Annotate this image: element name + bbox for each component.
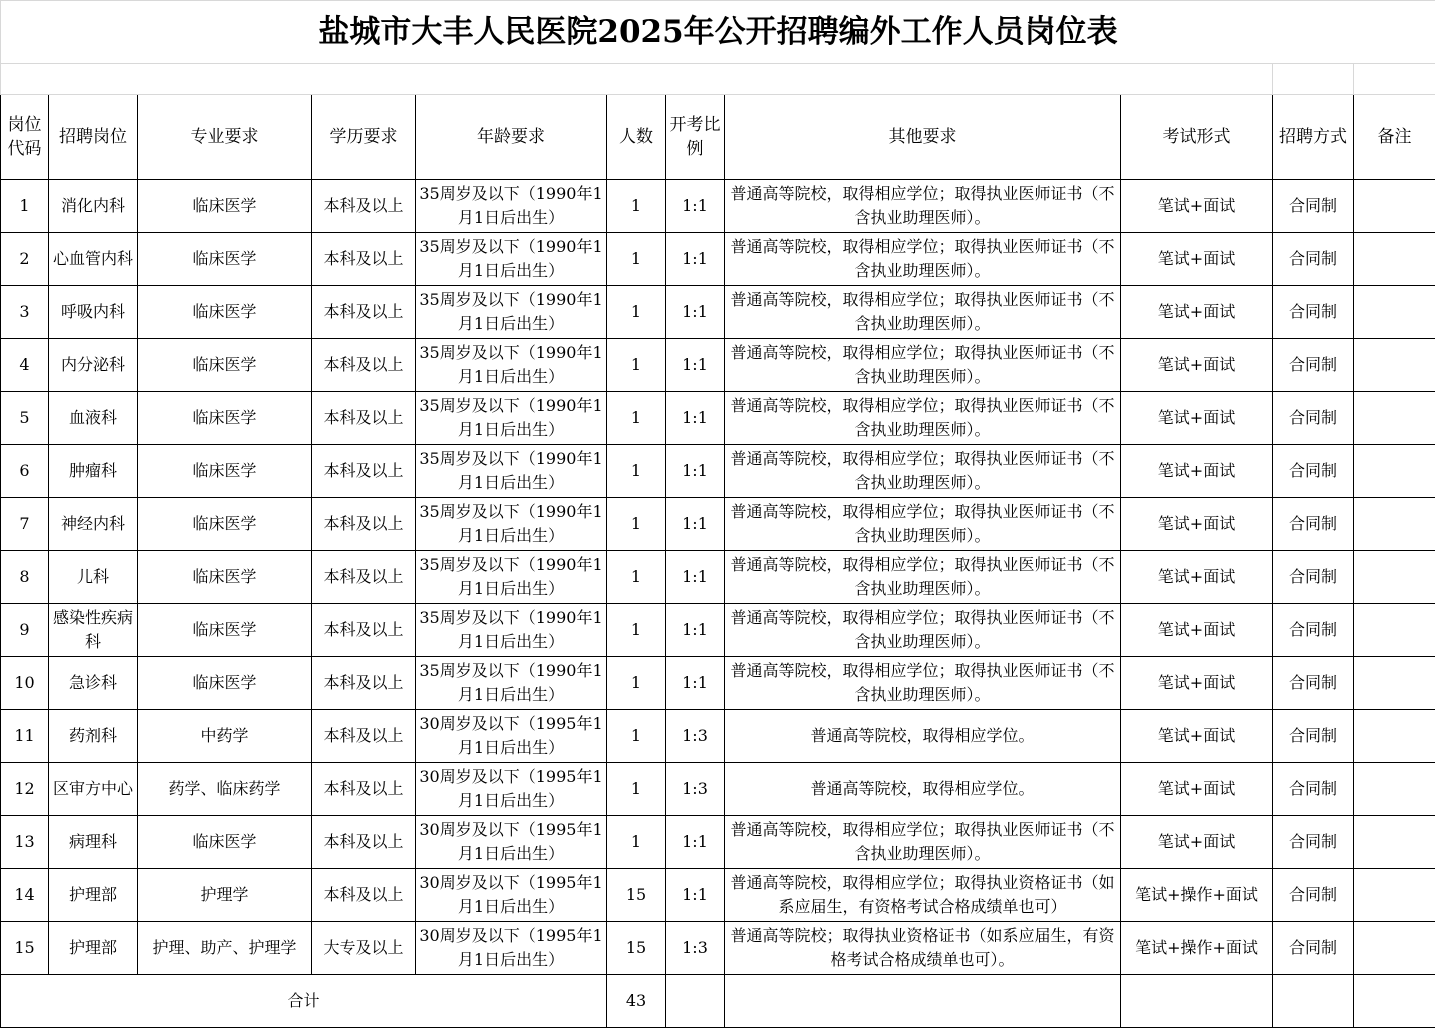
table-row: [1, 286, 1435, 339]
cell-code: 6: [1, 445, 49, 498]
cell-other: 普通高等院校，取得相应学位；取得执业医师证书（不含执业助理医师）。: [725, 233, 1121, 286]
cell-count: 1: [607, 445, 666, 498]
cell-code: 7: [1, 498, 49, 551]
cell-post: 药剂科: [49, 710, 138, 763]
cell-post: 神经内科: [49, 498, 138, 551]
cell-count: 1: [607, 763, 666, 816]
table-row: [1, 657, 1435, 710]
cell-other: 普通高等院校，取得相应学位；取得执业医师证书（不含执业助理医师）。: [725, 392, 1121, 445]
total-empty-cell: [725, 975, 1121, 1028]
cell-major: 临床医学: [138, 445, 312, 498]
cell-exam: 笔试+面试: [1121, 551, 1273, 604]
cell-education: 本科及以上: [312, 392, 416, 445]
cell-education: 本科及以上: [312, 710, 416, 763]
cell-post: 儿科: [49, 551, 138, 604]
cell-ratio: 1:3: [666, 710, 725, 763]
table-row: [1, 869, 1435, 922]
cell-education: 本科及以上: [312, 180, 416, 233]
cell-major: 临床医学: [138, 286, 312, 339]
cell-note: [1354, 233, 1435, 286]
cell-note: [1354, 922, 1435, 975]
cell-note: [1354, 604, 1435, 657]
cell-ratio: 1:1: [666, 657, 725, 710]
cell-exam: 笔试+面试: [1121, 180, 1273, 233]
cell-code: 1: [1, 180, 49, 233]
cell-age: 35周岁及以下（1990年1月1日后出生）: [416, 551, 607, 604]
cell-post: 区审方中心: [49, 763, 138, 816]
cell-post: 呼吸内科: [49, 286, 138, 339]
cell-other: 普通高等院校，取得相应学位；取得执业资格证书（如系应届生，有资格考试合格成绩单也可）: [725, 869, 1121, 922]
total-empty-cell: [1273, 975, 1354, 1028]
cell-major: 临床医学: [138, 233, 312, 286]
cell-age: 35周岁及以下（1990年1月1日后出生）: [416, 233, 607, 286]
cell-method: 合同制: [1273, 286, 1354, 339]
cell-code: 12: [1, 763, 49, 816]
header-other: 其他要求: [725, 95, 1121, 180]
cell-education: 本科及以上: [312, 657, 416, 710]
cell-method: 合同制: [1273, 551, 1354, 604]
cell-code: 8: [1, 551, 49, 604]
cell-code: 9: [1, 604, 49, 657]
cell-method: 合同制: [1273, 180, 1354, 233]
cell-post: 护理部: [49, 869, 138, 922]
cell-age: 30周岁及以下（1995年1月1日后出生）: [416, 763, 607, 816]
cell-exam: 笔试+操作+面试: [1121, 922, 1273, 975]
cell-note: [1354, 763, 1435, 816]
table-row: [1, 816, 1435, 869]
cell-code: 13: [1, 816, 49, 869]
cell-count: 15: [607, 869, 666, 922]
cell-exam: 笔试+面试: [1121, 763, 1273, 816]
cell-age: 35周岁及以下（1990年1月1日后出生）: [416, 286, 607, 339]
cell-note: [1354, 392, 1435, 445]
table-row: [1, 233, 1435, 286]
cell-exam: 笔试+操作+面试: [1121, 869, 1273, 922]
cell-method: 合同制: [1273, 710, 1354, 763]
cell-age: 30周岁及以下（1995年1月1日后出生）: [416, 816, 607, 869]
cell-ratio: 1:1: [666, 286, 725, 339]
cell-major: 临床医学: [138, 339, 312, 392]
cell-code: 11: [1, 710, 49, 763]
cell-exam: 笔试+面试: [1121, 392, 1273, 445]
cell-other: 普通高等院校，取得相应学位。: [725, 763, 1121, 816]
cell-ratio: 1:3: [666, 763, 725, 816]
cell-code: 5: [1, 392, 49, 445]
cell-major: 临床医学: [138, 657, 312, 710]
cell-education: 本科及以上: [312, 763, 416, 816]
cell-note: [1354, 657, 1435, 710]
cell-ratio: 1:1: [666, 339, 725, 392]
cell-method: 合同制: [1273, 339, 1354, 392]
cell-count: 1: [607, 604, 666, 657]
cell-age: 35周岁及以下（1990年1月1日后出生）: [416, 392, 607, 445]
cell-post: 心血管内科: [49, 233, 138, 286]
cell-note: [1354, 498, 1435, 551]
cell-ratio: 1:1: [666, 816, 725, 869]
cell-exam: 笔试+面试: [1121, 498, 1273, 551]
cell-exam: 笔试+面试: [1121, 339, 1273, 392]
cell-other: 普通高等院校，取得相应学位；取得执业医师证书（不含执业助理医师）。: [725, 551, 1121, 604]
cell-education: 本科及以上: [312, 445, 416, 498]
cell-other: 普通高等院校，取得相应学位；取得执业医师证书（不含执业助理医师）。: [725, 657, 1121, 710]
cell-major: 临床医学: [138, 816, 312, 869]
cell-count: 1: [607, 551, 666, 604]
cell-note: [1354, 551, 1435, 604]
cell-major: 护理学: [138, 869, 312, 922]
cell-other: 普通高等院校，取得相应学位。: [725, 710, 1121, 763]
cell-note: [1354, 816, 1435, 869]
table-row: [1, 922, 1435, 975]
header-exam: 考试形式: [1121, 95, 1273, 180]
cell-count: 15: [607, 922, 666, 975]
table-row: [1, 392, 1435, 445]
cell-education: 本科及以上: [312, 498, 416, 551]
cell-exam: 笔试+面试: [1121, 710, 1273, 763]
cell-post: 内分泌科: [49, 339, 138, 392]
header-age: 年龄要求: [416, 95, 607, 180]
cell-major: 临床医学: [138, 551, 312, 604]
cell-other: 普通高等院校，取得相应学位；取得执业医师证书（不含执业助理医师）。: [725, 604, 1121, 657]
cell-method: 合同制: [1273, 392, 1354, 445]
cell-age: 35周岁及以下（1990年1月1日后出生）: [416, 339, 607, 392]
cell-other: 普通高等院校；取得执业资格证书（如系应届生，有资格考试合格成绩单也可）。: [725, 922, 1121, 975]
cell-exam: 笔试+面试: [1121, 445, 1273, 498]
table-row: [1, 180, 1435, 233]
cell-education: 本科及以上: [312, 286, 416, 339]
cell-ratio: 1:1: [666, 392, 725, 445]
cell-ratio: 1:1: [666, 233, 725, 286]
cell-exam: 笔试+面试: [1121, 657, 1273, 710]
cell-count: 1: [607, 657, 666, 710]
header-count: 人数: [607, 95, 666, 180]
total-empty-cell: [1354, 975, 1435, 1028]
cell-count: 1: [607, 286, 666, 339]
cell-post: 血液科: [49, 392, 138, 445]
total-count: 43: [607, 975, 666, 1028]
cell-method: 合同制: [1273, 816, 1354, 869]
cell-major: 临床医学: [138, 392, 312, 445]
cell-count: 1: [607, 233, 666, 286]
header-major: 专业要求: [138, 95, 312, 180]
cell-age: 35周岁及以下（1990年1月1日后出生）: [416, 498, 607, 551]
cell-exam: 笔试+面试: [1121, 816, 1273, 869]
cell-ratio: 1:1: [666, 180, 725, 233]
cell-education: 本科及以上: [312, 604, 416, 657]
header-post: 招聘岗位: [49, 95, 138, 180]
cell-code: 15: [1, 922, 49, 975]
cell-method: 合同制: [1273, 869, 1354, 922]
cell-post: 肿瘤科: [49, 445, 138, 498]
cell-method: 合同制: [1273, 657, 1354, 710]
cell-ratio: 1:1: [666, 869, 725, 922]
cell-education: 本科及以上: [312, 816, 416, 869]
table-row: [1, 763, 1435, 816]
header-ratio: 开考比例: [666, 95, 725, 180]
cell-post: 感染性疾病科: [49, 604, 138, 657]
cell-method: 合同制: [1273, 233, 1354, 286]
cell-count: 1: [607, 339, 666, 392]
cell-post: 病理科: [49, 816, 138, 869]
cell-major: 药学、临床药学: [138, 763, 312, 816]
cell-major: 临床医学: [138, 604, 312, 657]
cell-count: 1: [607, 816, 666, 869]
cell-education: 本科及以上: [312, 551, 416, 604]
cell-post: 消化内科: [49, 180, 138, 233]
cell-method: 合同制: [1273, 604, 1354, 657]
cell-note: [1354, 445, 1435, 498]
page-title: 盐城市大丰人民医院2025年公开招聘编外工作人员岗位表: [1, 1, 1435, 64]
table-row: [1, 498, 1435, 551]
cell-exam: 笔试+面试: [1121, 286, 1273, 339]
header-code: 岗位代码: [1, 95, 49, 180]
cell-exam: 笔试+面试: [1121, 604, 1273, 657]
table-row: [1, 710, 1435, 763]
table-row: [1, 445, 1435, 498]
cell-ratio: 1:1: [666, 445, 725, 498]
cell-major: 中药学: [138, 710, 312, 763]
total-empty-cell: [666, 975, 725, 1028]
header-education: 学历要求: [312, 95, 416, 180]
cell-post: 急诊科: [49, 657, 138, 710]
blank-row: [1, 64, 1435, 95]
cell-age: 30周岁及以下（1995年1月1日后出生）: [416, 710, 607, 763]
total-label: 合计: [1, 975, 607, 1028]
total-row: [1, 975, 1435, 1028]
cell-note: [1354, 339, 1435, 392]
cell-age: 35周岁及以下（1990年1月1日后出生）: [416, 180, 607, 233]
cell-count: 1: [607, 710, 666, 763]
cell-method: 合同制: [1273, 498, 1354, 551]
cell-other: 普通高等院校，取得相应学位；取得执业医师证书（不含执业助理医师）。: [725, 339, 1121, 392]
cell-major: 临床医学: [138, 498, 312, 551]
cell-other: 普通高等院校，取得相应学位；取得执业医师证书（不含执业助理医师）。: [725, 180, 1121, 233]
cell-exam: 笔试+面试: [1121, 233, 1273, 286]
cell-education: 本科及以上: [312, 869, 416, 922]
cell-count: 1: [607, 180, 666, 233]
cell-count: 1: [607, 392, 666, 445]
cell-education: 本科及以上: [312, 339, 416, 392]
header-method: 招聘方式: [1273, 95, 1354, 180]
cell-ratio: 1:1: [666, 498, 725, 551]
cell-count: 1: [607, 498, 666, 551]
cell-code: 10: [1, 657, 49, 710]
table-row: [1, 551, 1435, 604]
cell-ratio: 1:3: [666, 922, 725, 975]
cell-education: 大专及以上: [312, 922, 416, 975]
cell-note: [1354, 869, 1435, 922]
header-row: [1, 95, 1435, 180]
cell-other: 普通高等院校，取得相应学位；取得执业医师证书（不含执业助理医师）。: [725, 498, 1121, 551]
cell-other: 普通高等院校，取得相应学位；取得执业医师证书（不含执业助理医师）。: [725, 286, 1121, 339]
cell-ratio: 1:1: [666, 604, 725, 657]
cell-age: 35周岁及以下（1990年1月1日后出生）: [416, 445, 607, 498]
cell-method: 合同制: [1273, 445, 1354, 498]
cell-note: [1354, 180, 1435, 233]
cell-ratio: 1:1: [666, 551, 725, 604]
cell-other: 普通高等院校，取得相应学位；取得执业医师证书（不含执业助理医师）。: [725, 816, 1121, 869]
cell-note: [1354, 286, 1435, 339]
cell-method: 合同制: [1273, 922, 1354, 975]
header-note: 备注: [1354, 95, 1435, 180]
table-row: [1, 604, 1435, 657]
cell-major: 临床医学: [138, 180, 312, 233]
table-row: [1, 339, 1435, 392]
cell-post: 护理部: [49, 922, 138, 975]
cell-age: 30周岁及以下（1995年1月1日后出生）: [416, 869, 607, 922]
cell-method: 合同制: [1273, 763, 1354, 816]
cell-age: 35周岁及以下（1990年1月1日后出生）: [416, 657, 607, 710]
cell-age: 30周岁及以下（1995年1月1日后出生）: [416, 922, 607, 975]
cell-code: 14: [1, 869, 49, 922]
cell-age: 35周岁及以下（1990年1月1日后出生）: [416, 604, 607, 657]
cell-other: 普通高等院校，取得相应学位；取得执业医师证书（不含执业助理医师）。: [725, 445, 1121, 498]
total-empty-cell: [1121, 975, 1273, 1028]
cell-code: 4: [1, 339, 49, 392]
cell-education: 本科及以上: [312, 233, 416, 286]
cell-major: 护理、助产、护理学: [138, 922, 312, 975]
cell-note: [1354, 710, 1435, 763]
cell-code: 3: [1, 286, 49, 339]
cell-code: 2: [1, 233, 49, 286]
